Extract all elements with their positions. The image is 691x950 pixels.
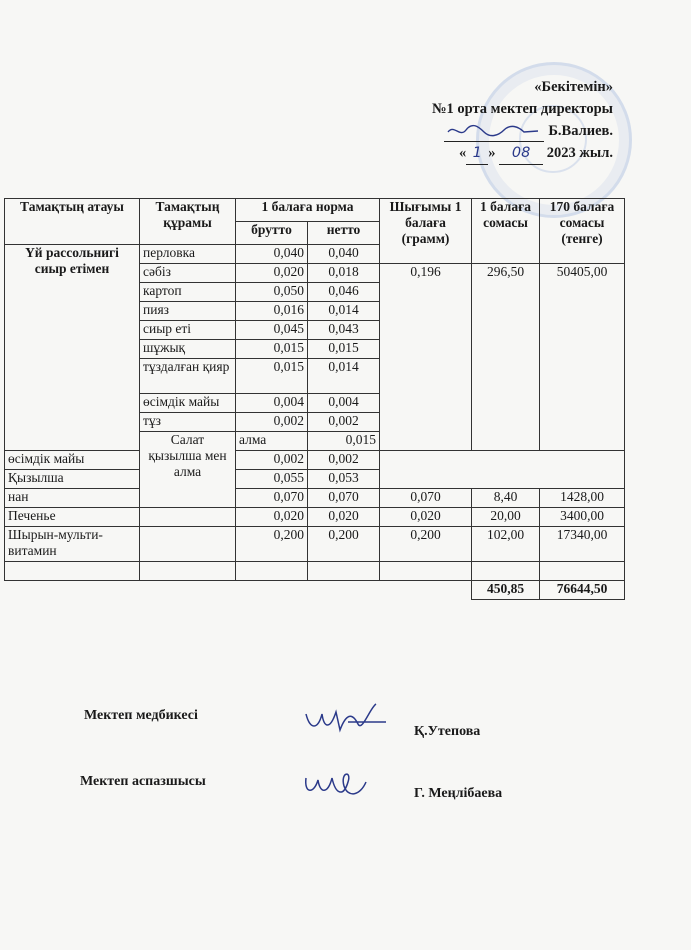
juice-name: Шырын-мульти-витамин: [5, 527, 140, 562]
cookie-cost-one: 20,00: [472, 508, 540, 527]
total-row: [5, 581, 625, 600]
salad-item-name: өсімдік майы: [5, 451, 140, 470]
soup-item-name: сәбіз: [140, 264, 236, 283]
empty-cell: [472, 562, 540, 581]
approval-date: [432, 142, 613, 165]
soup-item-name: перловка: [140, 245, 236, 264]
soup-item-name: тұз: [140, 413, 236, 432]
soup-item-name: картоп: [140, 283, 236, 302]
juice-output: 0,200: [380, 527, 472, 562]
soup-cost-one: 296,50: [472, 264, 540, 451]
soup-item-netto: 0,043: [308, 321, 380, 340]
cookie-brutto: 0,020: [236, 508, 308, 527]
soup-item-netto: 0,015: [308, 340, 380, 359]
juice-cost-170: 17340,00: [540, 527, 625, 562]
total-cost-170: 76644,50: [540, 581, 625, 600]
soup-item-brutto: 0,004: [236, 394, 308, 413]
salad-name: Салат қызылша мен алма: [140, 432, 236, 508]
juice-cost-one: 102,00: [472, 527, 540, 562]
soup-item-netto: 0,046: [308, 283, 380, 302]
soup-item-name: өсімдік майы: [140, 394, 236, 413]
header-cost-one: 1 балаға сомасы: [472, 199, 540, 264]
table-row: [5, 451, 625, 470]
soup-item-netto: 0,014: [308, 302, 380, 321]
salad-item-brutto: 0,055: [236, 470, 308, 489]
nurse-signature-scrawl: [300, 700, 390, 742]
director-signature-scrawl: [444, 122, 544, 140]
juice-netto: 0,200: [308, 527, 380, 562]
salad-item-brutto: 0,015: [308, 432, 380, 451]
empty-cell: [308, 562, 380, 581]
header-cost-170: 170 балаға сомасы (тенге): [540, 199, 625, 264]
soup-item-name: сиыр еті: [140, 321, 236, 340]
total-cost-one: 450,85: [472, 581, 540, 600]
date-day: 1: [466, 142, 488, 165]
approval-block: [432, 76, 613, 165]
soup-cost-170: 50405,00: [540, 264, 625, 451]
header-norm: 1 балаға норма: [236, 199, 380, 222]
soup-item-name: тұздалған қияр: [140, 359, 236, 394]
table-row: [5, 470, 625, 489]
date-month: 08: [499, 142, 543, 165]
approval-position: №1 орта мектеп директоры: [431, 101, 613, 117]
bread-netto: 0,070: [308, 489, 380, 508]
cook-label: Мектеп аспазшысы: [80, 774, 206, 789]
header-brutto: брутто: [236, 222, 308, 245]
soup-item-brutto: 0,015: [236, 359, 308, 394]
approval-title: «Бекітемін»: [534, 79, 613, 95]
cookie-output: 0,020: [380, 508, 472, 527]
date-close-quote: »: [488, 145, 496, 161]
director-signature: [444, 126, 544, 142]
soup-item-brutto: 0,045: [236, 321, 308, 340]
soup-item-brutto: 0,050: [236, 283, 308, 302]
salad-item-netto: 0,053: [308, 470, 380, 489]
date-year: 2023 жыл.: [546, 145, 613, 161]
bread-cost-170: 1428,00: [540, 489, 625, 508]
cookie-composition: [140, 508, 236, 527]
soup-item-name: шұжық: [140, 340, 236, 359]
soup-item-netto: 0,018: [308, 264, 380, 283]
bread-brutto: 0,070: [236, 489, 308, 508]
empty-cell: [140, 562, 236, 581]
salad-item-brutto: 0,002: [236, 451, 308, 470]
salad-item-name: Қызылша: [5, 470, 140, 489]
nurse-label: Мектеп медбикесі: [84, 708, 198, 723]
salad-item-name: алма: [236, 432, 308, 451]
bread-name: нан: [5, 489, 140, 508]
cookie-name: Печенье: [5, 508, 140, 527]
cookie-cost-170: 3400,00: [540, 508, 625, 527]
juice-brutto: 0,200: [236, 527, 308, 562]
cook-signature-scrawl: [300, 768, 380, 804]
table-row: [5, 527, 625, 562]
soup-item-netto: 0,002: [308, 413, 380, 432]
soup-output: 0,196: [380, 264, 472, 451]
table-row: [5, 562, 625, 581]
header-food-name: Тамақтың атауы: [5, 199, 140, 245]
empty-cell: [540, 562, 625, 581]
soup-item-netto: 0,004: [308, 394, 380, 413]
header-netto: нетто: [308, 222, 380, 245]
header-composition: Тамақтың құрамы: [140, 199, 236, 245]
date-open-quote: «: [459, 145, 467, 161]
salad-item-netto: 0,002: [308, 451, 380, 470]
soup-item-brutto: 0,040: [236, 245, 308, 264]
bread-output: 0,070: [380, 489, 472, 508]
approval-director-line: [432, 120, 613, 142]
soup-item-brutto: 0,015: [236, 340, 308, 359]
cookie-netto: 0,020: [308, 508, 380, 527]
soup-item-brutto: 0,016: [236, 302, 308, 321]
juice-composition: [140, 527, 236, 562]
empty-cell: [5, 562, 140, 581]
soup-item-brutto: 0,002: [236, 413, 308, 432]
bread-cost-one: 8,40: [472, 489, 540, 508]
soup-item-netto: 0,014: [308, 359, 380, 394]
director-name: Б.Валиев.: [548, 123, 613, 139]
nurse-name: Қ.Утепова: [414, 724, 481, 739]
header-output: Шығымы 1 балаға (грамм): [380, 199, 472, 264]
menu-table: [4, 198, 625, 600]
table-row: [5, 489, 625, 508]
total-spacer: [5, 581, 472, 600]
soup-name: Үй рассольнигі сиыр етімен: [5, 245, 140, 451]
soup-item-name: пияз: [140, 302, 236, 321]
empty-cell: [236, 562, 308, 581]
empty-cell: [380, 562, 472, 581]
cook-name: Г. Меңлібаева: [414, 786, 503, 801]
soup-item-brutto: 0,020: [236, 264, 308, 283]
header-row-1: [5, 199, 625, 222]
table-row: [5, 508, 625, 527]
soup-item-netto: 0,040: [308, 245, 380, 264]
